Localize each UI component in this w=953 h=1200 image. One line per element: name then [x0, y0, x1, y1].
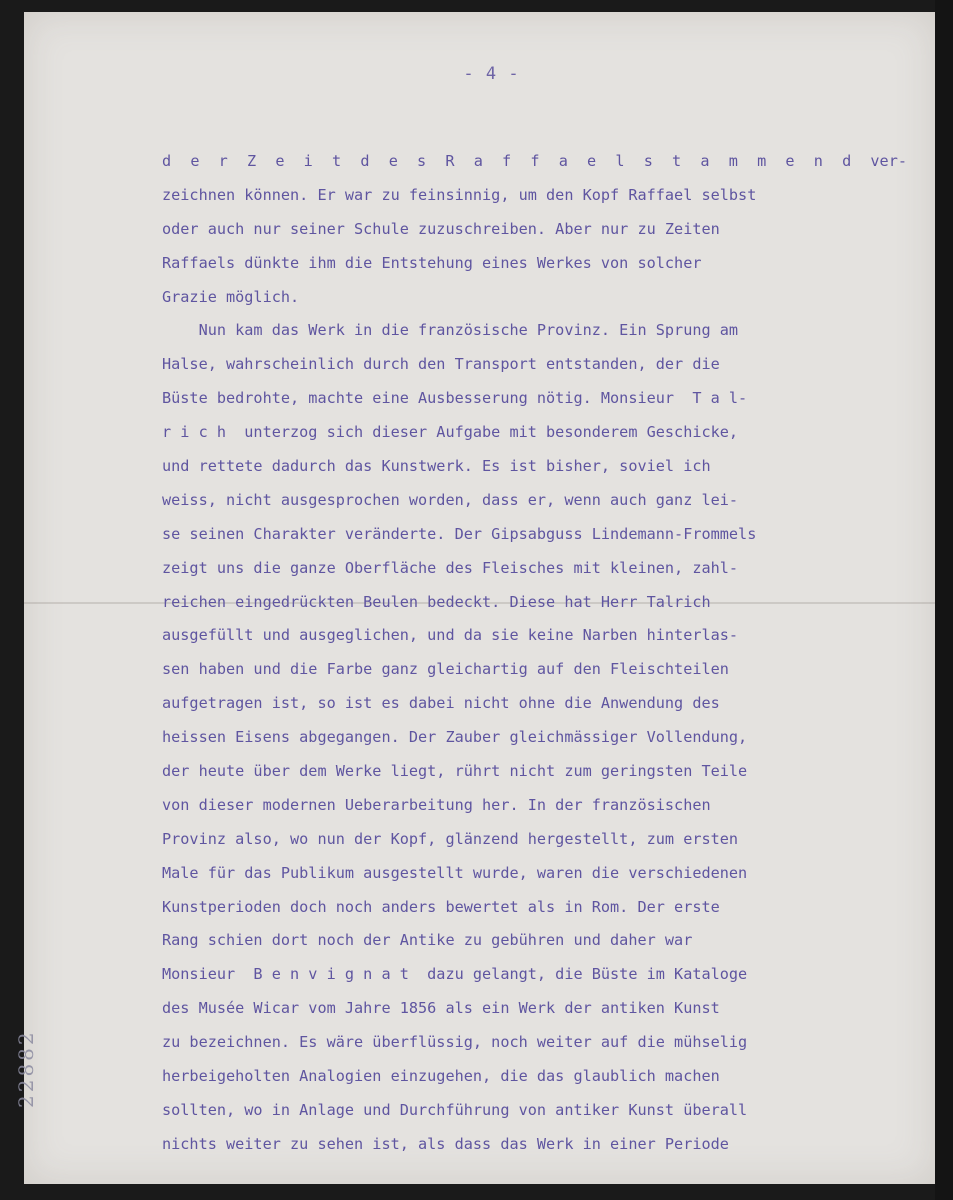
text-line-24: Rang schien dort noch der Antike zu gebühren und daher war [162, 931, 693, 950]
text-line-17: aufgetragen ist, so ist es dabei nicht ohne die Anwendung des [162, 694, 720, 713]
text-line-6: Nun kam das Werk in die französische Provinz. Ein Sprung am [162, 321, 739, 340]
scan-background-edge [935, 0, 953, 1200]
text-line-28: herbeigeholten Analogien einzugehen, die das glaublich machen [162, 1067, 720, 1086]
text-line-10: und rettete dadurch das Kunstwerk. Es ist bisher, soviel ich [162, 457, 711, 476]
text-line-1: d e r Z e i t d e s R a f f a e l s t a m m e n d ver- [162, 152, 907, 170]
text-line-27: zu bezeichnen. Es wäre überflüssig, noch weiter auf die mühselig [162, 1033, 748, 1052]
text-line-16: sen haben und die Farbe ganz gleichartig auf den Fleischteilen [162, 660, 729, 679]
text-line-21: Provinz also, wo nun der Kopf, glänzend hergestellt, zum ersten [162, 829, 739, 848]
text-line-23: Kunstperioden doch noch anders bewertet als in Rom. Der erste [162, 897, 720, 916]
text-line-20: von dieser modernen Ueberarbeitung her. In der französischen [162, 795, 711, 814]
text-line-5: Grazie möglich. [162, 287, 300, 306]
text-line-26: des Musée Wicar vom Jahre 1856 als ein Werk der antiken Kunst [162, 999, 720, 1018]
text-line-18: heissen Eisens abgegangen. Der Zauber gleichmässiger Vollendung, [162, 728, 748, 747]
text-line-25: Monsieur B e n v i g n a t dazu gelangt, die Büste im Kataloge [162, 965, 748, 984]
text-line-3: oder auch nur seiner Schule zuzuschreiben. Aber nur zu Zeiten [162, 219, 720, 238]
typewritten-text-block [162, 145, 907, 1162]
text-line-2: zeichnen können. Er war zu feinsinnig, um den Kopf Raffael selbst [162, 185, 757, 204]
text-line-14: reichen eingedrückten Beulen bedeckt. Diese hat Herr Talrich [162, 592, 711, 611]
text-line-12: se seinen Charakter veränderte. Der Gipsabguss Lindemann-Frommels [162, 524, 757, 543]
text-line-11: weiss, nicht ausgesprochen worden, dass er, wenn auch ganz lei- [162, 490, 739, 509]
page-number: - 4 - [463, 64, 520, 84]
text-line-19: der heute über dem Werke liegt, rührt nicht zum geringsten Teile [162, 762, 748, 781]
paper-sheet [24, 12, 935, 1184]
handwritten-margin-note: 22882 [14, 1029, 38, 1108]
text-line-15: ausgefüllt und ausgeglichen, und da sie keine Narben hinterlas- [162, 626, 739, 645]
text-line-8: Büste bedrohte, machte eine Ausbesserung nötig. Monsieur T a l- [162, 389, 748, 408]
text-line-29: sollten, wo in Anlage und Durchführung von antiker Kunst überall [162, 1100, 748, 1119]
text-line-22: Male für das Publikum ausgestellt wurde, waren die verschiedenen [162, 863, 748, 882]
text-line-13: zeigt uns die ganze Oberfläche des Fleisches mit kleinen, zahl- [162, 558, 739, 577]
text-line-4: Raffaels dünkte ihm die Entstehung eines Werkes von solcher [162, 253, 702, 272]
text-line-30: nichts weiter zu sehen ist, als dass das Werk in einer Periode [162, 1134, 729, 1153]
text-line-7: Halse, wahrscheinlich durch den Transport entstanden, der die [162, 355, 720, 374]
text-line-9: r i c h unterzog sich dieser Aufgabe mit besonderem Geschicke, [162, 423, 739, 442]
